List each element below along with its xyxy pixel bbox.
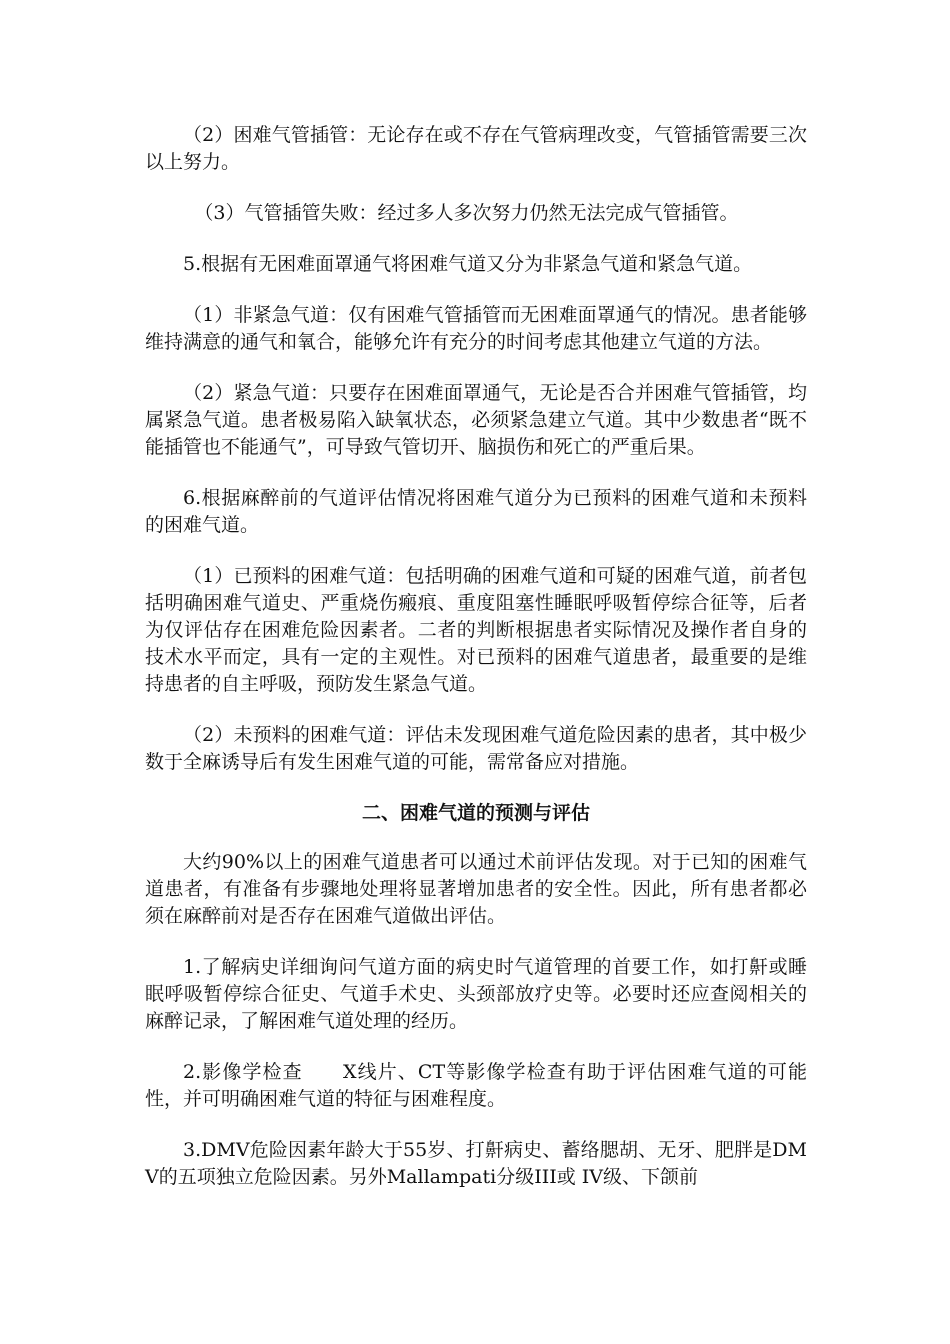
- section-heading: 二、困难气道的预测与评估: [361, 802, 590, 824]
- paragraph-emergency-airway: （2）紧急气道：只要存在困难面罩通气，无论是否合并困难气管插管，均属紧急气道。患者极易陷入缺氧状态，必须紧急建立气道。其中少数患者“既不能插管也不能通气”，可导致气管切开、脑损伤和死亡的严重后果。: [145, 382, 807, 458]
- paragraph-imaging: 2.影像学检查 X线片、CT等影像学检查有助于评估困难气道的可能性，并可明确困难气道的特征与困难程度。: [145, 1061, 807, 1110]
- paragraph-assessment-intro: 大约90%以上的困难气道患者可以通过术前评估发现。对于已知的困难气道患者，有准备有步骤地处理将显著增加患者的安全性。因此，所有患者都必须在麻醉前对是否存在困难气道做出评估。: [145, 851, 807, 927]
- paragraph-item-5: 5.根据有无困难面罩通气将困难气道又分为非紧急气道和紧急气道。: [183, 253, 753, 275]
- paragraph-difficult-intubation: （2）困难气管插管：无论存在或不存在气管病理改变，气管插管需要三次以上努力。: [145, 124, 807, 173]
- paragraph-intubation-failure: （3）气管插管失败：经过多人多次努力仍然无法完成气管插管。: [194, 202, 739, 224]
- paragraph-unanticipated-airway: （2）未预料的困难气道：评估未发现困难气道危险因素的患者，其中极少数于全麻诱导后有发生困难气道的可能，需常备应对措施。: [145, 724, 807, 773]
- paragraph-history: 1.了解病史详细询问气道方面的病史时气道管理的首要工作，如打鼾或睡眠呼吸暂停综合征史、气道手术史、头颈部放疗史等。必要时还应查阅相关的麻醉记录，了解困难气道处理的经历。: [145, 956, 807, 1032]
- paragraph-dmv-risk: 3.DMV危险因素年龄大于55岁、打鼾病史、蓄络腮胡、无牙、肥胖是DMV的五项独立危险因素。另外Mallampati分级III或 IV级、下颌前: [145, 1139, 807, 1188]
- document-page: [145, 122, 807, 1215]
- paragraph-anticipated-airway: （1）已预料的困难气道：包括明确的困难气道和可疑的困难气道，前者包括明确困难气道史、严重烧伤瘢痕、重度阻塞性睡眠呼吸暂停综合征等，后者为仅评估存在困难危险因素者。二者的判断根据患者实际情况及操作者自身的技术水平而定，具有一定的主观性。对已预料的困难气道患者，最重要的是维持患者的自主呼吸，预防发生紧急气道。: [145, 565, 807, 695]
- paragraph-non-emergency-airway: （1）非紧急气道：仅有困难气管插管而无困难面罩通气的情况。患者能够维持满意的通气和氧合，能够允许有充分的时间考虑其他建立气道的方法。: [145, 304, 807, 353]
- paragraph-item-6: 6.根据麻醉前的气道评估情况将困难气道分为已预料的困难气道和未预料的困难气道。: [145, 487, 807, 536]
